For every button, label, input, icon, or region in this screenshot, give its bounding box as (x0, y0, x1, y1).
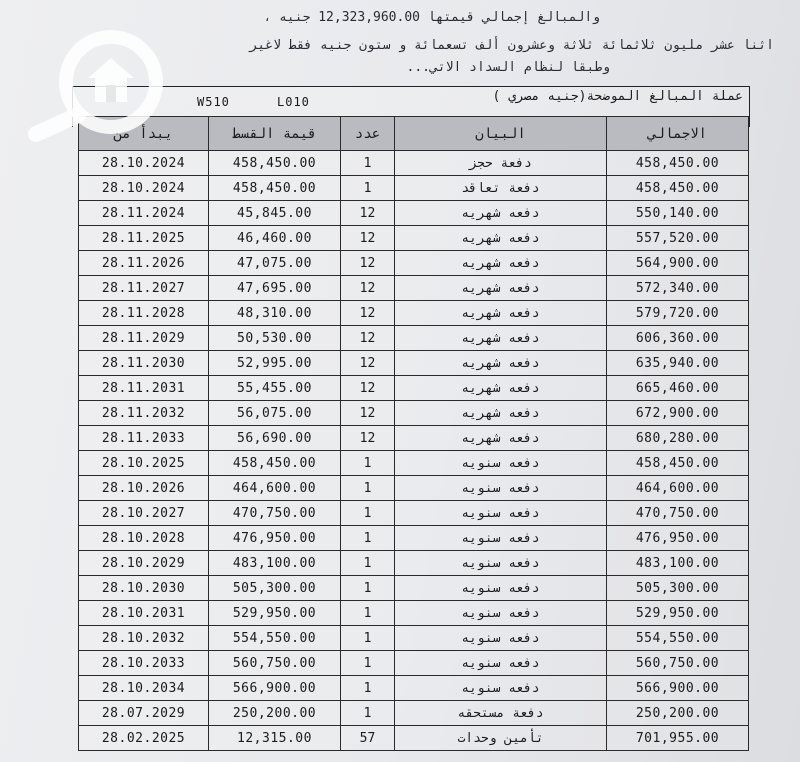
cell-installment: 458,450.00 (209, 151, 341, 176)
cell-description: دفعه شهريه (395, 376, 607, 401)
cell-start: 28.11.2029 (79, 326, 209, 351)
cell-count: 1 (341, 476, 395, 501)
table-row (79, 676, 749, 701)
cell-description: دفعه سنويه (395, 626, 607, 651)
cell-total: 672,900.00 (607, 401, 749, 426)
cell-description: دفعه شهريه (395, 201, 607, 226)
cell-start: 28.10.2029 (79, 551, 209, 576)
cell-total: 606,360.00 (607, 326, 749, 351)
code-w: W510 (197, 95, 230, 109)
cell-start: 28.10.2034 (79, 676, 209, 701)
col-start-header: يبدأ من (79, 117, 209, 151)
cell-start: 28.10.2033 (79, 651, 209, 676)
cell-count: 1 (341, 551, 395, 576)
cell-installment: 50,530.00 (209, 326, 341, 351)
cell-description: دفعه سنويه (395, 526, 607, 551)
cell-count: 1 (341, 526, 395, 551)
cell-total: 550,140.00 (607, 201, 749, 226)
cell-start: 28.11.2030 (79, 351, 209, 376)
cell-installment: 55,455.00 (209, 376, 341, 401)
cell-installment: 458,450.00 (209, 451, 341, 476)
cell-start: 28.11.2033 (79, 426, 209, 451)
cell-start: 28.11.2028 (79, 301, 209, 326)
cell-count: 1 (341, 576, 395, 601)
cell-installment: 529,950.00 (209, 601, 341, 626)
cell-total: 701,955.00 (607, 726, 749, 751)
currency-title: عملة المبالغ الموضحة(جنيه مصري ) (492, 89, 743, 104)
table-row (79, 351, 749, 376)
cell-count: 12 (341, 226, 395, 251)
cell-start: 28.11.2024 (79, 201, 209, 226)
cell-start: 28.07.2029 (79, 701, 209, 726)
cell-count: 1 (341, 601, 395, 626)
cell-description: دفعه شهريه (395, 226, 607, 251)
cell-description: دفعه شهريه (395, 251, 607, 276)
cell-total: 560,750.00 (607, 651, 749, 676)
cell-count: 57 (341, 726, 395, 751)
header-amount-words: اثنا عشر مليون ثلاثمائة ثلاثة وعشرون ألف تسعمائة و ستون جنيه فقط لاغير (249, 38, 774, 53)
cell-start: 28.11.2027 (79, 276, 209, 301)
cell-start: 28.10.2025 (79, 451, 209, 476)
table-row (79, 726, 749, 751)
cell-count: 12 (341, 426, 395, 451)
cell-installment: 458,450.00 (209, 176, 341, 201)
cell-installment: 566,900.00 (209, 676, 341, 701)
cell-count: 1 (341, 651, 395, 676)
table-row (79, 501, 749, 526)
cell-count: 1 (341, 176, 395, 201)
table-row (79, 301, 749, 326)
cell-installment: 554,550.00 (209, 626, 341, 651)
table-row (79, 251, 749, 276)
cell-count: 12 (341, 301, 395, 326)
cell-description: دفعة حجز (395, 151, 607, 176)
cell-count: 1 (341, 151, 395, 176)
cell-installment: 560,750.00 (209, 651, 341, 676)
table-row (79, 401, 749, 426)
table-row (79, 626, 749, 651)
cell-description: دفعه سنويه (395, 676, 607, 701)
table-body (79, 151, 749, 751)
cell-description: دفعه سنويه (395, 651, 607, 676)
cell-description: دفعه سنويه (395, 476, 607, 501)
cell-total: 566,900.00 (607, 676, 749, 701)
table-row (79, 151, 749, 176)
table-row (79, 276, 749, 301)
cell-count: 12 (341, 201, 395, 226)
cell-installment: 45,845.00 (209, 201, 341, 226)
home-search-icon (26, 22, 176, 142)
cell-description: تأمين وحدات (395, 726, 607, 751)
cell-installment: 505,300.00 (209, 576, 341, 601)
col-description-header: البيان (395, 117, 607, 151)
cell-start: 28.11.2031 (79, 376, 209, 401)
col-installment-header: قيمة القسط (209, 117, 341, 151)
cell-description: دفعه شهريه (395, 426, 607, 451)
cell-start: 28.10.2026 (79, 476, 209, 501)
cell-total: 635,940.00 (607, 351, 749, 376)
cell-installment: 52,995.00 (209, 351, 341, 376)
table-row (79, 326, 749, 351)
cell-total: 476,950.00 (607, 526, 749, 551)
cell-description: دفعه سنويه (395, 601, 607, 626)
cell-description: دفعة مستحقه (395, 701, 607, 726)
cell-total: 554,550.00 (607, 626, 749, 651)
cell-count: 1 (341, 701, 395, 726)
cell-total: 470,750.00 (607, 501, 749, 526)
table-row (79, 576, 749, 601)
cell-start: 28.10.2032 (79, 626, 209, 651)
cell-installment: 483,100.00 (209, 551, 341, 576)
cell-total: 665,460.00 (607, 376, 749, 401)
cell-installment: 47,075.00 (209, 251, 341, 276)
cell-total: 464,600.00 (607, 476, 749, 501)
table-row (79, 476, 749, 501)
cell-total: 579,720.00 (607, 301, 749, 326)
cell-total: 483,100.00 (607, 551, 749, 576)
table-header-row (79, 117, 749, 151)
table-row (79, 426, 749, 451)
cell-count: 1 (341, 626, 395, 651)
cell-description: دفعه شهريه (395, 301, 607, 326)
cell-count: 1 (341, 501, 395, 526)
cell-description: دفعة تعاقد (395, 176, 607, 201)
cell-description: دفعه سنويه (395, 551, 607, 576)
cell-start: 28.02.2025 (79, 726, 209, 751)
cell-installment: 12,315.00 (209, 726, 341, 751)
cell-start: 28.10.2028 (79, 526, 209, 551)
payment-schedule-table (78, 116, 749, 751)
cell-description: دفعه شهريه (395, 351, 607, 376)
cell-installment: 46,460.00 (209, 226, 341, 251)
cell-count: 1 (341, 676, 395, 701)
cell-description: دفعه شهريه (395, 326, 607, 351)
cell-count: 12 (341, 351, 395, 376)
cell-total: 529,950.00 (607, 601, 749, 626)
col-total-header: الاجمالي (607, 117, 749, 151)
cell-start: 28.10.2031 (79, 601, 209, 626)
cell-count: 12 (341, 276, 395, 301)
cell-total: 458,450.00 (607, 176, 749, 201)
cell-total: 557,520.00 (607, 226, 749, 251)
cell-description: دفعه سنويه (395, 576, 607, 601)
cell-total: 505,300.00 (607, 576, 749, 601)
cell-start: 28.10.2027 (79, 501, 209, 526)
cell-start: 28.10.2024 (79, 176, 209, 201)
table-row (79, 551, 749, 576)
cell-installment: 464,600.00 (209, 476, 341, 501)
cell-start: 28.10.2030 (79, 576, 209, 601)
cell-count: 12 (341, 251, 395, 276)
cell-description: دفعه شهريه (395, 276, 607, 301)
cell-count: 12 (341, 376, 395, 401)
cell-installment: 56,690.00 (209, 426, 341, 451)
cell-description: دفعه شهريه (395, 401, 607, 426)
cell-start: 28.10.2024 (79, 151, 209, 176)
code-l: L010 (277, 95, 310, 109)
cell-installment: 470,750.00 (209, 501, 341, 526)
header-total-line: والمبالغ إجمالي قيمتها 12,323,960.00 جنيه ، (263, 10, 600, 25)
table-row (79, 376, 749, 401)
cell-start: 28.11.2025 (79, 226, 209, 251)
table-row (79, 651, 749, 676)
table-row (79, 701, 749, 726)
cell-total: 458,450.00 (607, 151, 749, 176)
cell-total: 680,280.00 (607, 426, 749, 451)
header-payment-system: وطبقا لنظام السداد الاتي... (406, 60, 610, 75)
table-row (79, 601, 749, 626)
cell-installment: 48,310.00 (209, 301, 341, 326)
cell-description: دفعه سنويه (395, 501, 607, 526)
table-row (79, 176, 749, 201)
cell-total: 250,200.00 (607, 701, 749, 726)
cell-installment: 47,695.00 (209, 276, 341, 301)
cell-installment: 56,075.00 (209, 401, 341, 426)
cell-total: 458,450.00 (607, 451, 749, 476)
cell-count: 1 (341, 451, 395, 476)
table-row (79, 201, 749, 226)
cell-count: 12 (341, 326, 395, 351)
col-count-header: عدد (341, 117, 395, 151)
cell-count: 12 (341, 401, 395, 426)
table-row (79, 226, 749, 251)
cell-installment: 250,200.00 (209, 701, 341, 726)
cell-total: 572,340.00 (607, 276, 749, 301)
table-row (79, 451, 749, 476)
cell-installment: 476,950.00 (209, 526, 341, 551)
cell-start: 28.11.2032 (79, 401, 209, 426)
cell-total: 564,900.00 (607, 251, 749, 276)
table-row (79, 526, 749, 551)
cell-description: دفعه سنويه (395, 451, 607, 476)
cell-start: 28.11.2026 (79, 251, 209, 276)
